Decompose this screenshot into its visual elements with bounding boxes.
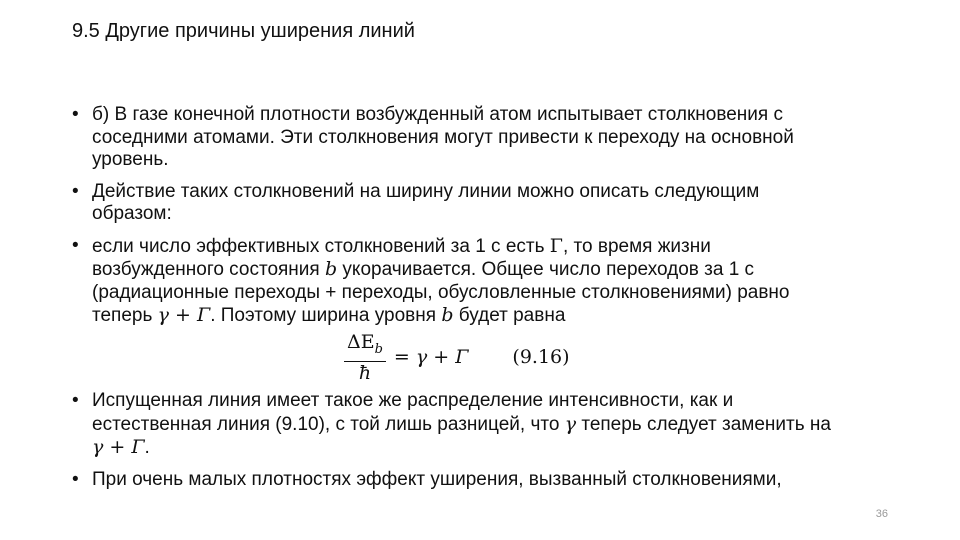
formula-rhs: = γ + Γ: [393, 346, 469, 369]
formula-numerator-text: ΔE: [347, 330, 375, 353]
math-expression: γ + Γ: [92, 436, 145, 459]
bullet-item: [72, 104, 842, 172]
bullet-text: При очень малых плотностях эффект уширения, вызванный столкновениями,: [92, 468, 782, 490]
bullet-item: [72, 390, 842, 460]
bullet-text-part: , то время жизни возбужденного состояния: [92, 235, 711, 280]
bullet-text-part: .: [144, 437, 150, 459]
formula-numerator-sub: b: [374, 341, 383, 357]
formula-denominator: ħ: [358, 362, 372, 385]
slide-title: 9.5 Другие причины уширения линий: [72, 20, 415, 42]
bullet-text-part: Испущенная линия имеет такое же распределение интенсивности, как и естественная линия (9.10), с той лишь разницей, что: [92, 390, 734, 435]
equation-number: (9.16): [512, 346, 570, 369]
bullet-marker: •: [72, 180, 79, 202]
bullet-marker: •: [72, 468, 79, 490]
bullet-text: Действие таких столкновений на ширину линии можно описать следующим образом:: [92, 180, 760, 224]
formula-numerator: [344, 331, 386, 363]
bullet-item: [72, 235, 842, 328]
bullet-text-part: . Поэтому ширина уровня: [210, 305, 442, 326]
math-symbol: b: [441, 304, 454, 326]
bullet-text-part: теперь следует заменить на: [576, 413, 831, 435]
bullet-marker: •: [72, 104, 79, 125]
formula-9-16: [344, 331, 842, 385]
bullet-text-part: укорачивается. Общее число переходов за 1 с (радиационные переходы + переходы, обусловленные столкновениями) равно теперь: [92, 259, 790, 326]
bullet-text-part: будет равна: [453, 305, 566, 326]
math-expression: γ + Γ: [157, 304, 211, 326]
bullet-text: б) В газе конечной плотности возбужденный атом испытывает столкновения с соседними атомами. Эти столкновения могут привести к переходу на основной уровень.: [92, 104, 794, 170]
bullet-item: [72, 181, 842, 226]
bullet-text-part: если число эффективных столкновений за 1 с есть: [92, 235, 550, 257]
slide-content: [72, 104, 842, 500]
bullet-item: [72, 469, 842, 492]
formula-fraction: [344, 331, 386, 385]
math-symbol: Γ: [549, 234, 563, 257]
math-symbol: b: [324, 258, 338, 280]
math-symbol: γ: [564, 412, 577, 435]
page-number: 36: [875, 508, 888, 520]
bullet-marker: •: [72, 234, 79, 256]
bullet-marker: •: [72, 390, 79, 412]
